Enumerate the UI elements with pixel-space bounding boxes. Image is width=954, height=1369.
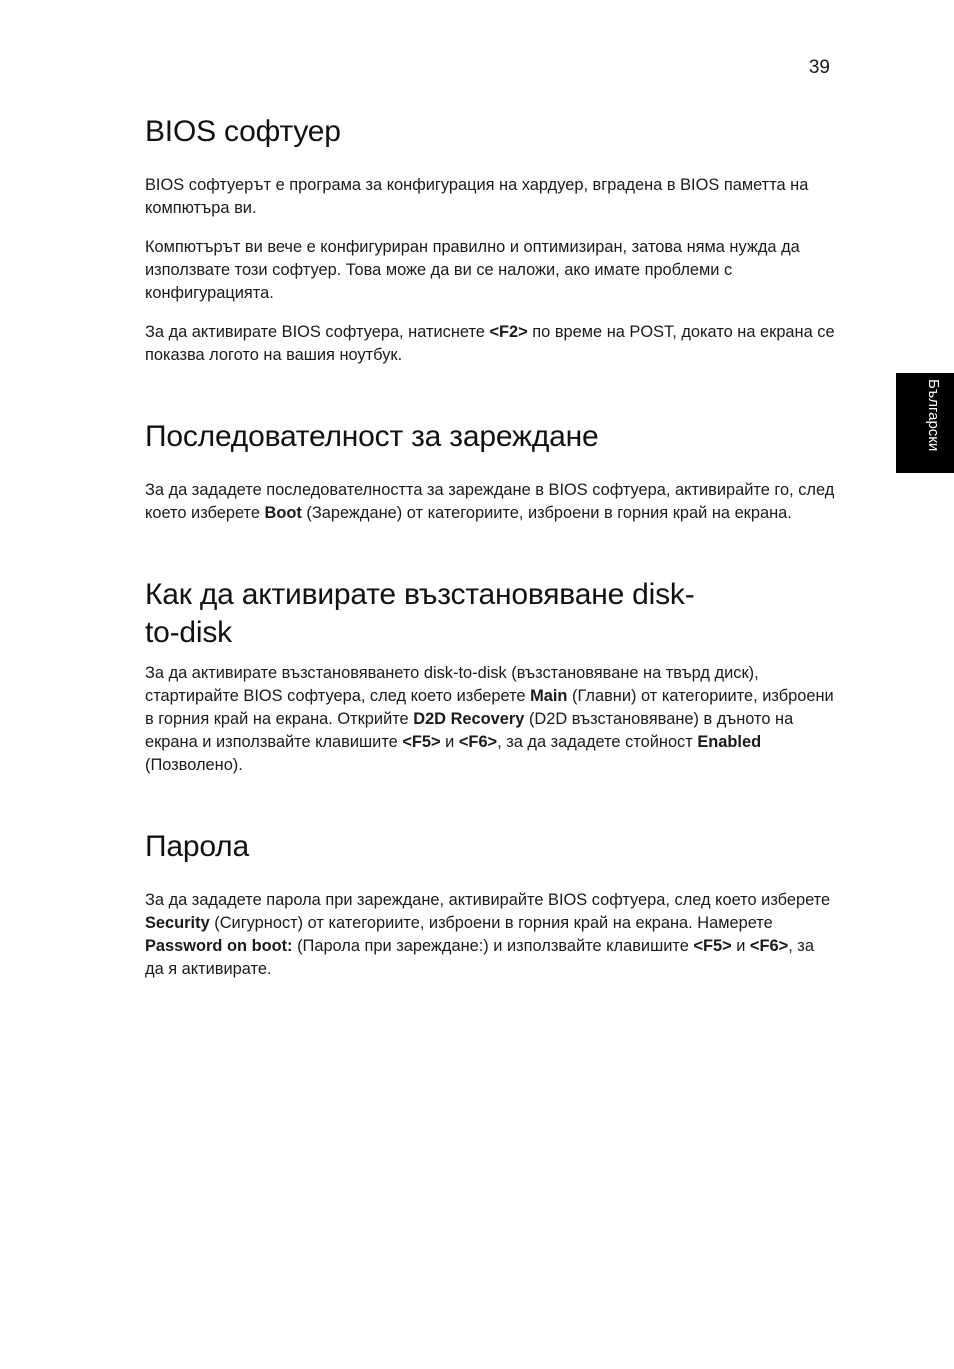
bold-term: Security bbox=[145, 914, 210, 932]
bold-term: D2D Recovery bbox=[413, 710, 525, 728]
paragraph bbox=[145, 662, 835, 777]
bold-term: <F6> bbox=[458, 733, 498, 751]
section-boot-sequence bbox=[145, 418, 835, 525]
language-tab-label: Български bbox=[925, 379, 942, 452]
text-run: За да активирате възстановяването disk-to-disk (възстановяване на твърд диск), стартирайте BIOS софтуера, след което изберете bbox=[145, 664, 759, 705]
section-title: Парола bbox=[145, 830, 249, 863]
text-run: (Зареждане) от категориите, изброени в горния край на екрана. bbox=[301, 504, 792, 522]
bold-term: <F6> bbox=[749, 937, 789, 955]
section-password bbox=[145, 828, 835, 981]
section-title: Последователност за зареждане bbox=[145, 420, 599, 453]
page-number: 39 bbox=[808, 57, 830, 78]
bold-term: <F5> bbox=[402, 733, 441, 751]
text-run: (Позволено). bbox=[145, 756, 243, 774]
text-run: За да зададете парола при зареждане, активирайте BIOS софтуера, след което изберете bbox=[145, 891, 831, 909]
text-run: Компютърът ви вече е конфигуриран правилно и оптимизиран, затова няма нужда да използвате този софтуер. Това може да ви се наложи, ако имате проблеми с конфигурацията. bbox=[145, 238, 800, 302]
bold-term: Main bbox=[530, 687, 568, 705]
section-title: BIOS софтуер bbox=[145, 115, 341, 148]
bold-term: Password on boot: bbox=[145, 937, 293, 955]
text-run: по време на POST, докато на екрана се показва логото на вашия ноутбук. bbox=[145, 323, 835, 364]
text-run: (Сигурност) от категориите, изброени в горния край на екрана. Намерете bbox=[209, 914, 773, 932]
text-run: и bbox=[731, 937, 750, 955]
text-run: , за да я активирате. bbox=[145, 937, 814, 978]
section-title: Как да активирате възстановяване disk-to-disk bbox=[145, 578, 695, 649]
paragraph bbox=[145, 889, 835, 981]
bold-term: <F5> bbox=[693, 937, 732, 955]
section-bios-software bbox=[145, 113, 835, 367]
document-content bbox=[145, 113, 835, 981]
paragraph bbox=[145, 174, 835, 220]
paragraph bbox=[145, 479, 835, 525]
section-disk-to-disk-recovery bbox=[145, 576, 835, 777]
paragraph bbox=[145, 321, 835, 367]
text-run: , за да зададете стойност bbox=[497, 733, 698, 751]
text-run: (Парола при зареждане:) и използвайте клавишите bbox=[292, 937, 694, 955]
paragraph bbox=[145, 236, 835, 305]
text-run: и bbox=[440, 733, 459, 751]
language-side-tab bbox=[896, 373, 954, 473]
bold-term: <F2> bbox=[489, 323, 528, 341]
text-run: За да зададете последователността за зареждане в BIOS софтуера, активирайте го, след което изберете bbox=[145, 481, 835, 522]
text-run: (Главни) от категориите, изброени в горния край на екрана. Открийте bbox=[145, 687, 834, 728]
bold-term: Boot bbox=[264, 504, 302, 522]
text-run: (D2D възстановяване) в дъното на екрана и използвайте клавишите bbox=[145, 710, 794, 751]
bold-term: Enabled bbox=[697, 733, 762, 751]
text-run: BIOS софтуерът е програма за конфигурация на хардуер, вградена в BIOS паметта на компютъра ви. bbox=[145, 176, 809, 217]
text-run: За да активирате BIOS софтуера, натиснете bbox=[145, 323, 490, 341]
